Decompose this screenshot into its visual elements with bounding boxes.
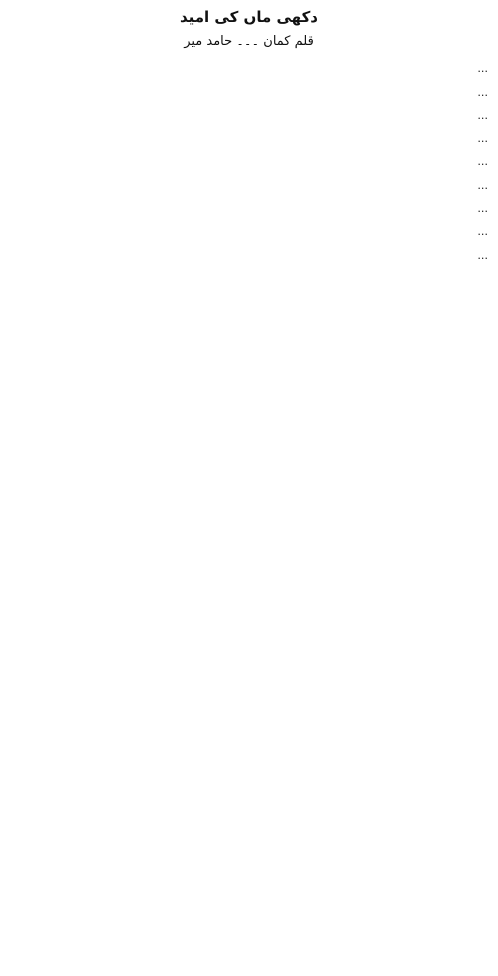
article-paragraph: … — [477, 156, 488, 169]
article-title: دکھی ماں کی امید — [179, 8, 318, 26]
article-paragraph: … — [477, 133, 488, 146]
article-byline: قلم کمان ۔۔۔ حامد میر — [184, 33, 314, 49]
article-paragraph: … — [477, 63, 488, 76]
article-body — [10, 60, 488, 265]
article-paragraph: … — [477, 109, 488, 122]
article-paragraph: … — [477, 249, 488, 262]
article-paragraph: … — [477, 86, 488, 99]
article-paragraph: … — [477, 179, 488, 192]
article-paragraph: … — [477, 202, 488, 215]
article-paragraph: … — [477, 226, 488, 239]
